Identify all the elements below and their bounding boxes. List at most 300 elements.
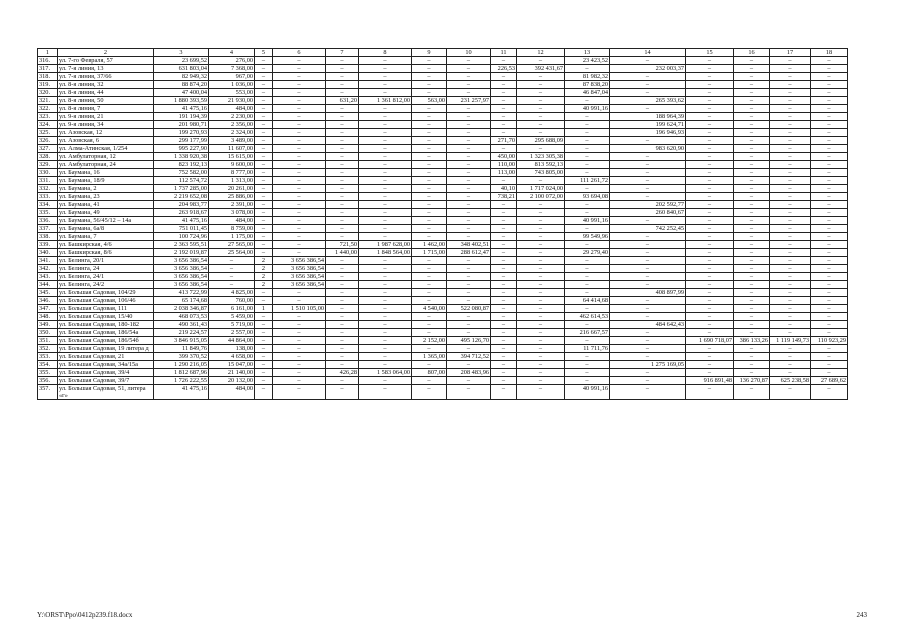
table-cell: – <box>734 289 770 297</box>
table-cell: – <box>770 321 811 329</box>
table-cell: – <box>326 161 359 169</box>
table-cell: 232 003,37 <box>610 65 686 73</box>
table-cell: 399 370,52 <box>154 353 209 361</box>
table-cell: – <box>770 353 811 361</box>
table-cell: – <box>412 185 447 193</box>
table-cell: – <box>517 329 565 337</box>
address-cell: ул. Баумана, 41 <box>58 201 154 209</box>
table-cell: – <box>412 161 447 169</box>
table-cell: – <box>565 185 610 193</box>
table-cell: 100 724,96 <box>154 233 209 241</box>
table-cell: – <box>686 353 734 361</box>
table-cell: – <box>326 233 359 241</box>
table-cell: 721,50 <box>326 241 359 249</box>
table-cell: – <box>811 305 848 313</box>
table-cell: – <box>359 57 412 65</box>
table-cell: 40 991,16 <box>565 385 610 400</box>
table-cell: – <box>447 225 491 233</box>
table-row <box>38 321 848 329</box>
table-cell: – <box>209 273 255 281</box>
table-cell: 11 711,76 <box>565 345 610 353</box>
row-number: 347. <box>38 305 58 313</box>
table-cell: – <box>770 385 811 400</box>
table-cell: 553,00 <box>209 89 255 97</box>
table-cell: 2 <box>255 265 273 273</box>
table-cell: – <box>565 353 610 361</box>
table-cell: – <box>686 265 734 273</box>
table-cell: 625 238,58 <box>770 377 811 385</box>
table-cell: 1 717 024,00 <box>517 185 565 193</box>
table-cell: – <box>447 145 491 153</box>
table-cell: – <box>610 353 686 361</box>
table-cell: – <box>491 97 517 105</box>
table-cell: 3 656 386,54 <box>154 281 209 289</box>
table-cell: 208 483,96 <box>447 369 491 377</box>
table-cell: – <box>447 257 491 265</box>
table-cell: – <box>491 313 517 321</box>
table-cell: – <box>326 377 359 385</box>
table-cell: – <box>811 169 848 177</box>
address-cell: ул. Башкирская, 4/6 <box>58 241 154 249</box>
table-cell: 2 324,00 <box>209 129 255 137</box>
address-cell: ул. Большая Садовая, 186/54а <box>58 329 154 337</box>
table-cell: – <box>273 169 326 177</box>
table-cell: 1 510 105,00 <box>273 305 326 313</box>
table-cell: – <box>686 281 734 289</box>
table-cell: – <box>491 201 517 209</box>
table-cell: – <box>734 161 770 169</box>
table-cell: – <box>209 257 255 265</box>
table-cell: – <box>326 137 359 145</box>
table-cell: – <box>517 121 565 129</box>
table-cell: – <box>447 289 491 297</box>
table-cell: – <box>273 193 326 201</box>
table-cell: – <box>255 345 273 353</box>
table-cell: – <box>273 129 326 137</box>
table-cell: – <box>610 161 686 169</box>
table-cell: – <box>447 265 491 273</box>
table-row <box>38 257 848 265</box>
table-cell: – <box>565 361 610 369</box>
table-cell: – <box>447 233 491 241</box>
row-number: 349. <box>38 321 58 329</box>
table-cell: – <box>359 225 412 233</box>
table-cell: – <box>734 105 770 113</box>
table-cell: – <box>770 153 811 161</box>
address-cell: ул. Азовская, 12 <box>58 129 154 137</box>
row-number: 319. <box>38 81 58 89</box>
table-cell: – <box>734 353 770 361</box>
table-cell: 4 658,00 <box>209 353 255 361</box>
table-cell: – <box>517 97 565 105</box>
table-cell: – <box>359 185 412 193</box>
table-cell: 2 <box>255 281 273 289</box>
table-cell: – <box>517 145 565 153</box>
table-cell: 299 177,99 <box>154 137 209 145</box>
table-cell: – <box>686 201 734 209</box>
table-cell: – <box>255 313 273 321</box>
table-cell: – <box>447 209 491 217</box>
table-cell: – <box>359 105 412 113</box>
table-cell: 2 038 346,87 <box>154 305 209 313</box>
table-cell: – <box>811 113 848 121</box>
table-cell: – <box>326 257 359 265</box>
table-cell: – <box>770 201 811 209</box>
table-cell: – <box>255 177 273 185</box>
table-cell: – <box>326 129 359 137</box>
row-number: 337. <box>38 225 58 233</box>
table-cell: – <box>610 105 686 113</box>
table-cell: – <box>811 137 848 145</box>
table-cell: – <box>326 297 359 305</box>
table-cell: – <box>491 297 517 305</box>
table-row <box>38 121 848 129</box>
table-cell: – <box>811 329 848 337</box>
table-cell: 9 600,00 <box>209 161 255 169</box>
table-cell: – <box>770 121 811 129</box>
table-cell: – <box>491 321 517 329</box>
table-cell: – <box>359 193 412 201</box>
table-cell: 81 982,32 <box>565 73 610 81</box>
table-cell: 3 846 915,05 <box>154 337 209 345</box>
table-cell: – <box>412 265 447 273</box>
table-cell: – <box>565 265 610 273</box>
table-cell: – <box>686 329 734 337</box>
table-cell: – <box>326 153 359 161</box>
table-cell: – <box>610 369 686 377</box>
table-cell: – <box>811 121 848 129</box>
table-cell: 426,28 <box>326 369 359 377</box>
table-cell: – <box>447 137 491 145</box>
table-cell: – <box>491 385 517 400</box>
table-cell: 288 612,47 <box>447 249 491 257</box>
table-cell: – <box>359 297 412 305</box>
table-cell: – <box>412 273 447 281</box>
table-row <box>38 193 848 201</box>
table-cell: 21 140,00 <box>209 369 255 377</box>
table-cell: – <box>255 129 273 137</box>
table-row <box>38 161 848 169</box>
column-header: 1 <box>38 49 58 57</box>
table-cell: – <box>255 113 273 121</box>
table-cell: 752 582,00 <box>154 169 209 177</box>
table-cell: – <box>770 65 811 73</box>
address-cell: ул. Большая Садовая, 15/40 <box>58 313 154 321</box>
address-cell: ул. Большая Садовая, 180-182 <box>58 321 154 329</box>
table-row <box>38 57 848 65</box>
table-cell: – <box>326 113 359 121</box>
table-cell: – <box>770 257 811 265</box>
table-cell: – <box>273 89 326 97</box>
table-cell: – <box>255 225 273 233</box>
table-cell: – <box>412 345 447 353</box>
table-cell: – <box>273 385 326 400</box>
table-cell: – <box>359 113 412 121</box>
table-cell: – <box>359 321 412 329</box>
table-cell: – <box>447 73 491 81</box>
table-cell: – <box>491 241 517 249</box>
table-cell: 743 805,00 <box>517 169 565 177</box>
table-cell: – <box>811 297 848 305</box>
table-cell: 65 174,68 <box>154 297 209 305</box>
table-cell: – <box>610 217 686 225</box>
table-cell: – <box>412 145 447 153</box>
table-cell: – <box>610 257 686 265</box>
table-cell: – <box>734 225 770 233</box>
table-cell: – <box>770 137 811 145</box>
table-row <box>38 281 848 289</box>
table-cell: 87 838,20 <box>565 81 610 89</box>
table-cell: – <box>565 209 610 217</box>
table-cell: – <box>412 201 447 209</box>
table-cell: 46 847,04 <box>565 89 610 97</box>
table-cell: – <box>686 89 734 97</box>
table-cell: – <box>517 265 565 273</box>
table-cell: 3 656 386,54 <box>273 273 326 281</box>
table-cell: – <box>447 313 491 321</box>
table-cell: – <box>412 177 447 185</box>
table-cell: – <box>491 129 517 137</box>
row-number: 345. <box>38 289 58 297</box>
table-cell: 260 840,67 <box>610 209 686 217</box>
table-cell: 64 414,68 <box>565 297 610 305</box>
table-cell: – <box>255 185 273 193</box>
column-header: 18 <box>811 49 848 57</box>
table-cell: – <box>255 249 273 257</box>
address-cell: ул. Амбулаторная, 24 <box>58 161 154 169</box>
table-cell: – <box>686 145 734 153</box>
table-row <box>38 241 848 249</box>
table-cell: – <box>686 369 734 377</box>
table-cell: – <box>447 81 491 89</box>
table-cell: – <box>491 217 517 225</box>
table-cell: 11 849,76 <box>154 345 209 353</box>
table-cell: – <box>517 273 565 281</box>
row-number: 317. <box>38 65 58 73</box>
row-number: 333. <box>38 193 58 201</box>
table-cell: 2 363 595,51 <box>154 241 209 249</box>
table-cell: 40,10 <box>491 185 517 193</box>
table-row <box>38 73 848 81</box>
table-cell: – <box>412 233 447 241</box>
table-cell: 392 431,67 <box>517 65 565 73</box>
table-cell: 2 219 652,08 <box>154 193 209 201</box>
table-cell: – <box>326 73 359 81</box>
table-cell: 967,00 <box>209 73 255 81</box>
table-cell: – <box>686 217 734 225</box>
table-cell: 563,00 <box>412 97 447 105</box>
table-cell: – <box>610 329 686 337</box>
table-cell: – <box>811 321 848 329</box>
table-cell: – <box>686 297 734 305</box>
row-number: 327. <box>38 145 58 153</box>
table-cell: – <box>770 217 811 225</box>
table-cell: – <box>734 217 770 225</box>
table-cell: – <box>686 289 734 297</box>
table-cell: 394 712,52 <box>447 353 491 361</box>
table-cell: – <box>686 321 734 329</box>
table-cell: 2 152,00 <box>412 337 447 345</box>
row-number: 331. <box>38 177 58 185</box>
document-path: Y:\ORST\Ppo\0412p239.f18.docx <box>37 611 133 619</box>
table-row <box>38 273 848 281</box>
table-row <box>38 97 848 105</box>
table-cell: – <box>517 305 565 313</box>
table-cell: – <box>770 113 811 121</box>
table-cell: – <box>255 329 273 337</box>
row-number: 316. <box>38 57 58 65</box>
row-number: 326. <box>38 137 58 145</box>
table-row <box>38 105 848 113</box>
table-cell: – <box>565 169 610 177</box>
table-cell: – <box>359 329 412 337</box>
table-cell: – <box>811 241 848 249</box>
table-cell: – <box>686 97 734 105</box>
table-cell: – <box>565 161 610 169</box>
table-row <box>38 313 848 321</box>
row-number: 350. <box>38 329 58 337</box>
table-cell: – <box>734 113 770 121</box>
table-row <box>38 377 848 385</box>
table-cell: – <box>326 329 359 337</box>
table-cell: – <box>811 313 848 321</box>
table-row <box>38 289 848 297</box>
table-cell: – <box>686 305 734 313</box>
address-cell: ул. 8-я линия, 7 <box>58 105 154 113</box>
table-cell: – <box>255 57 273 65</box>
table-cell: – <box>811 57 848 65</box>
row-number: 325. <box>38 129 58 137</box>
table-cell: – <box>412 169 447 177</box>
table-cell: – <box>359 121 412 129</box>
table-cell: – <box>734 345 770 353</box>
table-cell: – <box>517 57 565 65</box>
table-row <box>38 265 848 273</box>
column-header: 9 <box>412 49 447 57</box>
table-cell: – <box>811 281 848 289</box>
table-cell: – <box>412 137 447 145</box>
column-header: 4 <box>209 49 255 57</box>
row-number: 343. <box>38 273 58 281</box>
table-cell: – <box>412 321 447 329</box>
table-cell: – <box>811 81 848 89</box>
address-cell: ул. Большая Садовая, 104/29 <box>58 289 154 297</box>
table-cell: – <box>447 169 491 177</box>
table-cell: 110,00 <box>491 161 517 169</box>
table-cell: – <box>412 73 447 81</box>
address-cell: ул. Белинга, 20/1 <box>58 257 154 265</box>
table-cell: – <box>734 385 770 400</box>
table-cell: – <box>517 233 565 241</box>
row-number: 352. <box>38 345 58 353</box>
table-cell: – <box>359 145 412 153</box>
table-cell: 1 726 222,55 <box>154 377 209 385</box>
table-cell: 1 440,00 <box>326 249 359 257</box>
table-cell: – <box>517 289 565 297</box>
table-cell: – <box>447 377 491 385</box>
table-cell: 760,00 <box>209 297 255 305</box>
column-header: 14 <box>610 49 686 57</box>
table-cell: – <box>565 305 610 313</box>
table-cell: – <box>610 345 686 353</box>
table-cell: – <box>255 153 273 161</box>
table-cell: – <box>412 329 447 337</box>
table-cell: – <box>326 57 359 65</box>
table-cell: – <box>811 65 848 73</box>
address-cell: ул. Баумана, 2 <box>58 185 154 193</box>
table-cell: – <box>770 329 811 337</box>
table-cell: 2 557,00 <box>209 329 255 337</box>
table-cell: – <box>273 233 326 241</box>
table-cell: – <box>811 249 848 257</box>
table-cell: – <box>326 217 359 225</box>
table-cell: – <box>412 81 447 89</box>
table-row <box>38 65 848 73</box>
table-cell: – <box>610 281 686 289</box>
table-cell: – <box>273 353 326 361</box>
table-row <box>38 177 848 185</box>
table-cell: – <box>491 209 517 217</box>
table-cell: – <box>770 73 811 81</box>
table-cell: – <box>255 73 273 81</box>
table-cell: – <box>770 233 811 241</box>
table-cell: – <box>811 145 848 153</box>
table-row <box>38 153 848 161</box>
table-cell: 276,00 <box>209 57 255 65</box>
table-cell: – <box>770 241 811 249</box>
table-cell: – <box>359 217 412 225</box>
table-cell: – <box>686 361 734 369</box>
table-row <box>38 233 848 241</box>
table-row <box>38 353 848 361</box>
table-cell: – <box>359 177 412 185</box>
table-cell: – <box>491 249 517 257</box>
table-cell: 484 642,43 <box>610 321 686 329</box>
table-cell: 3 656 386,54 <box>273 281 326 289</box>
table-cell: 995 227,90 <box>154 145 209 153</box>
table-cell: – <box>517 345 565 353</box>
table-cell: – <box>326 185 359 193</box>
table-row <box>38 297 848 305</box>
table-cell: – <box>447 273 491 281</box>
table-cell: 199 270,93 <box>154 129 209 137</box>
table-cell: – <box>686 345 734 353</box>
table-cell: – <box>491 89 517 97</box>
table-cell: 4 540,00 <box>412 305 447 313</box>
table-cell: – <box>412 113 447 121</box>
table-cell: – <box>517 369 565 377</box>
table-row <box>38 225 848 233</box>
table-cell: – <box>734 233 770 241</box>
table-cell: – <box>412 217 447 225</box>
table-cell: – <box>565 121 610 129</box>
table-cell: 20 132,00 <box>209 377 255 385</box>
table-cell: – <box>491 233 517 241</box>
table-cell: – <box>412 89 447 97</box>
table-cell: – <box>686 161 734 169</box>
table-cell: – <box>610 337 686 345</box>
table-cell: – <box>610 81 686 89</box>
table-cell: – <box>811 361 848 369</box>
table-cell: – <box>610 297 686 305</box>
table-cell: – <box>517 177 565 185</box>
table-cell: – <box>255 353 273 361</box>
address-cell: ул. Баумана, 6а/8 <box>58 225 154 233</box>
table-cell: – <box>734 193 770 201</box>
table-cell: 41 475,16 <box>154 217 209 225</box>
table-cell: – <box>359 233 412 241</box>
table-row <box>38 169 848 177</box>
